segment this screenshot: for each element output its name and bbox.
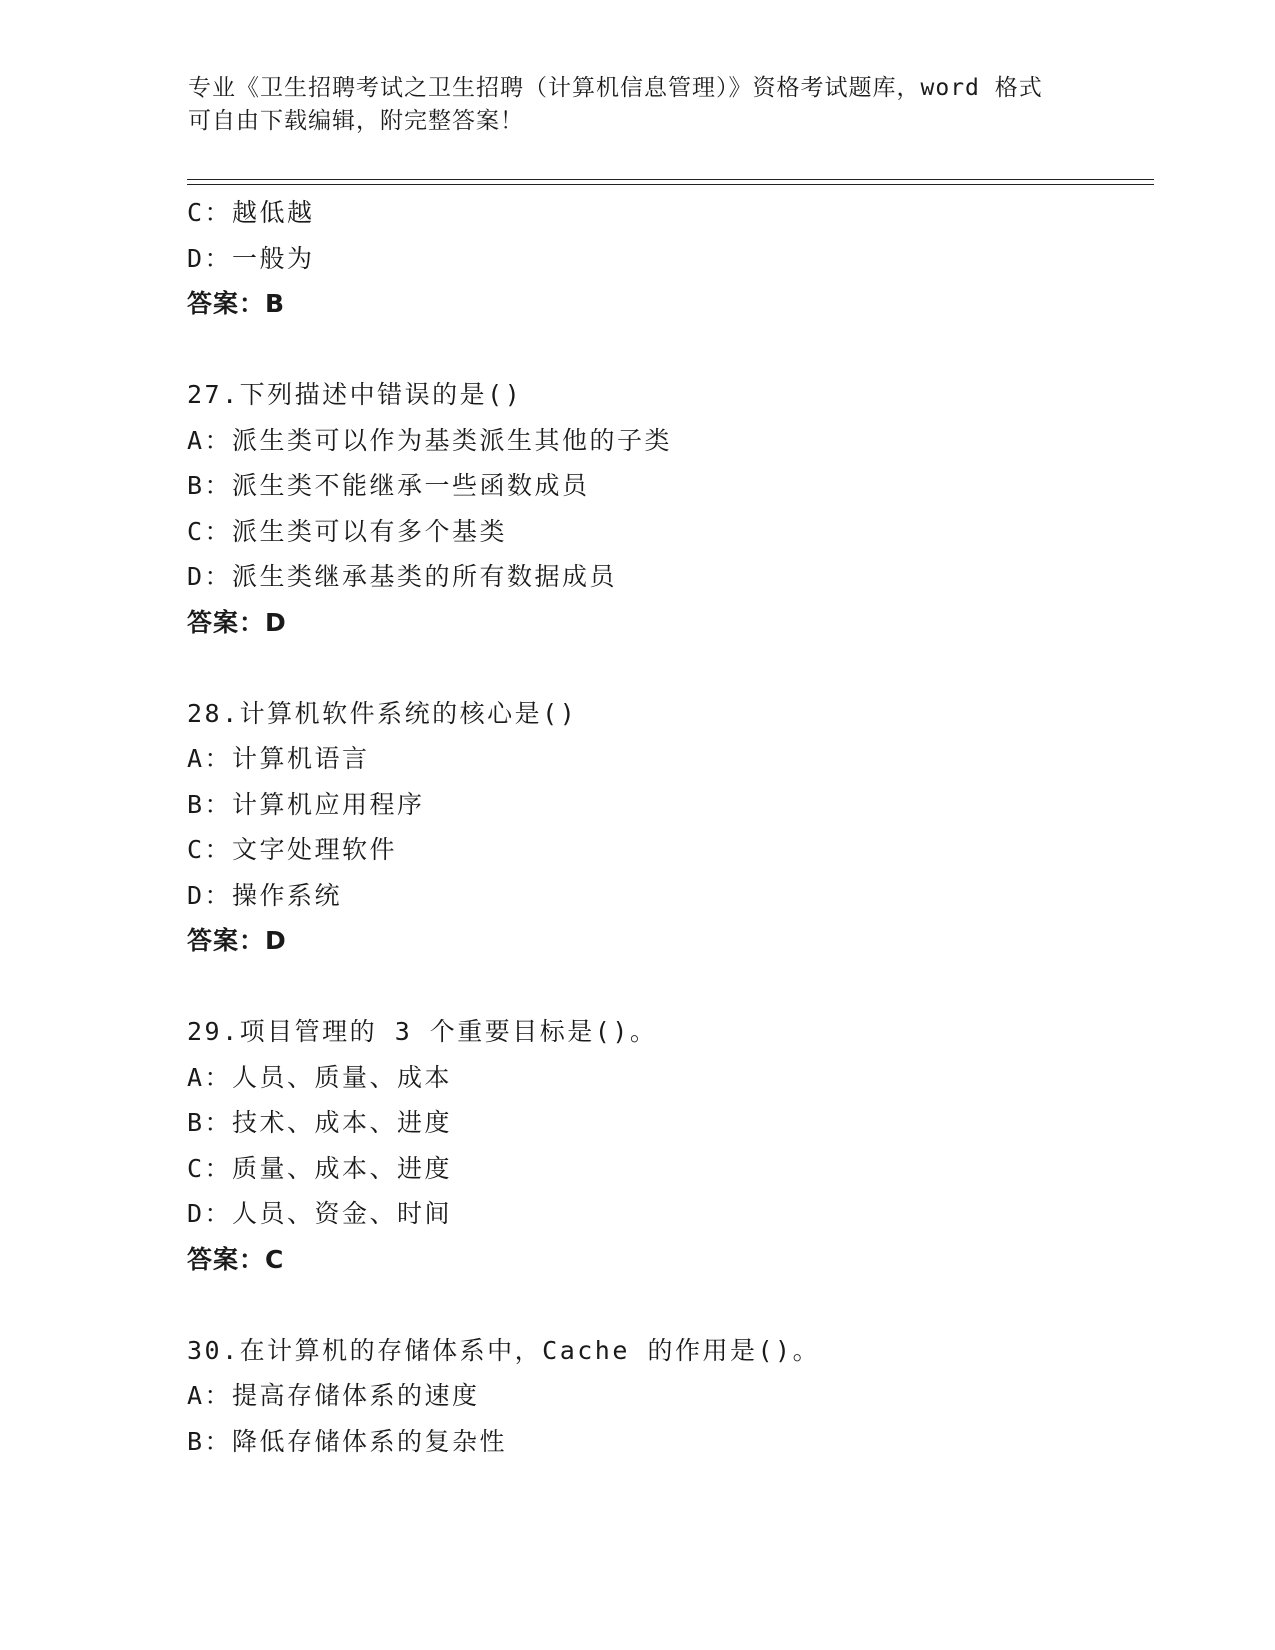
answer-line: 答案：D (187, 607, 287, 637)
option-b: B：技术、成本、进度 (187, 1108, 453, 1137)
question-stem: 30.在计算机的存储体系中，Cache 的作用是()。 (187, 1335, 821, 1365)
option-c: C：越低越 (187, 198, 315, 227)
option-d: D：操作系统 (187, 880, 343, 910)
option-a: A：计算机语言 (187, 744, 370, 773)
option-a: A：人员、质量、成本 (187, 1062, 453, 1092)
question-block-29 (187, 1009, 1147, 1282)
option-c: C：派生类可以有多个基类 (187, 516, 508, 546)
header-divider-top (187, 179, 1154, 180)
question-list (187, 190, 1147, 1464)
spacer (187, 964, 1147, 1010)
answer-line: 答案：D (187, 926, 287, 955)
spacer (187, 327, 1147, 373)
document-header (188, 72, 1088, 138)
option-b: B：派生类不能继承一些函数成员 (187, 471, 590, 500)
option-d: D：人员、资金、时间 (187, 1199, 453, 1228)
question-stem: 27.下列描述中错误的是() (187, 380, 523, 409)
option-d: D：一般为 (187, 243, 315, 273)
option-b: B：降低存储体系的复杂性 (187, 1426, 508, 1456)
question-stem: 28.计算机软件系统的核心是() (187, 698, 578, 728)
question-stem: 29.项目管理的 3 个重要目标是()。 (187, 1017, 658, 1046)
option-a: A：派生类可以作为基类派生其他的子类 (187, 425, 673, 455)
option-b: B：计算机应用程序 (187, 789, 425, 819)
option-c: C：质量、成本、进度 (187, 1153, 453, 1183)
spacer (187, 645, 1147, 691)
spacer (187, 1282, 1147, 1328)
question-block-27 (187, 372, 1147, 645)
question-block-prev (187, 190, 1147, 327)
header-line-2: 可自由下载编辑，附完整答案！ (188, 108, 524, 134)
question-block-30 (187, 1328, 1147, 1465)
answer-line: 答案：C (187, 1244, 285, 1274)
header-line-1: 专业《卫生招聘考试之卫生招聘（计算机信息管理）》资格考试题库，word 格式 (188, 75, 1043, 101)
option-c: C：文字处理软件 (187, 835, 398, 864)
option-d: D：派生类继承基类的所有数据成员 (187, 562, 618, 591)
header-divider-bottom (187, 184, 1154, 185)
option-a: A：提高存储体系的速度 (187, 1381, 480, 1410)
question-block-28 (187, 691, 1147, 964)
answer-line: 答案：B (187, 289, 286, 318)
